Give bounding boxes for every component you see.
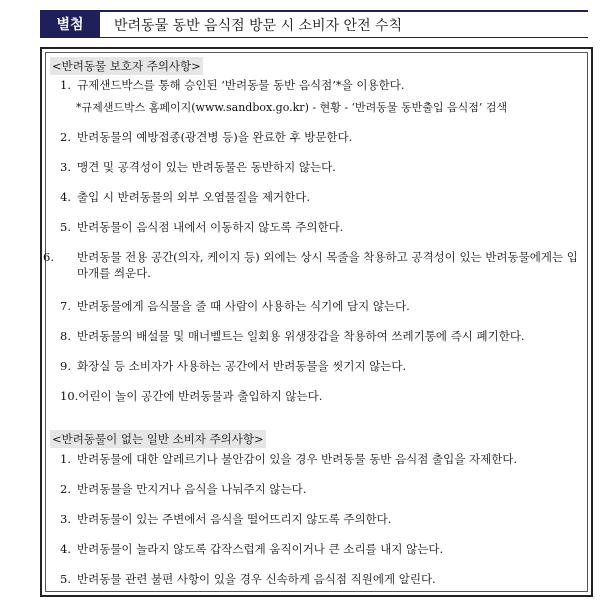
general-rule-2 <box>60 481 581 497</box>
section-title-owner: <반려동물 보호자 주의사항> <box>52 59 201 73</box>
rule-text: 반려동물의 예방접종(광견병 등)을 완료한 후 방문한다. <box>77 130 353 144</box>
owner-rule-6 <box>43 249 581 281</box>
general-rule-3 <box>60 511 581 527</box>
rule-text: 규제샌드박스를 통해 승인된 ‘반려동물 동반 음식점’*을 이용한다. <box>77 78 405 92</box>
owner-rule-4 <box>60 189 581 205</box>
rule-number: 4. <box>60 190 71 204</box>
page-title: 반려동물 동반 음식점 방문 시 소비자 안전 수칙 <box>100 10 588 38</box>
rule-text: 반려동물이 있는 주변에서 음식을 떨어뜨리지 않도록 주의한다. <box>77 512 392 526</box>
section-title-general: <반려동물이 없는 일반 소비자 주의사항> <box>52 432 264 446</box>
rule-number: 4. <box>60 542 71 556</box>
sandbox-note: *규제샌드박스 홈페이지(www.sandbox.go.kr) - 현황 - ‘반려동물 동반출입 음식점’ 검색 <box>76 101 508 114</box>
rule-number: 5. <box>60 572 71 586</box>
rule-number: 6. <box>43 250 54 264</box>
rules-box-inner <box>45 52 588 592</box>
rule-number: 9. <box>60 359 71 373</box>
rule-text: 반려동물 전용 공간(의자, 케이지 등) 외에는 상시 목줄을 착용하고 공격성이 있는 반려동물에게는 입마개를 씌운다. <box>77 250 578 280</box>
owner-rule-8 <box>60 328 581 344</box>
rule-text: 반려동물에게 음식물을 줄 때 사람이 사용하는 식기에 담지 않는다. <box>77 299 410 313</box>
rule-number: 2. <box>60 482 71 496</box>
general-rule-1 <box>60 451 581 467</box>
rule-number: 7. <box>60 299 71 313</box>
rule-text: 반려동물 관련 불편 사항이 있을 경우 신속하게 음식점 직원에게 알린다. <box>77 572 436 586</box>
rule-text: 반려동물에 대한 알레르기나 불안감이 있을 경우 반려동물 동반 음식점 출입을 자제한다. <box>77 452 518 466</box>
rule-number: 1. <box>60 452 71 466</box>
rules-box <box>40 47 593 597</box>
rule-text: 반려동물이 놀라지 않도록 갑작스럽게 움직이거나 큰 소리를 내지 않는다. <box>77 542 444 556</box>
rule-text: 맹견 및 공격성이 있는 반려동물은 동반하지 않는다. <box>77 160 336 174</box>
owner-rule-7 <box>60 298 581 314</box>
rule-number: 3. <box>60 512 71 526</box>
rule-text: 화장실 등 소비자가 사용하는 공간에서 반려동물을 씻기지 않는다. <box>77 359 407 373</box>
owner-rule-2 <box>60 129 581 145</box>
rule-number: 1. <box>60 78 71 92</box>
rule-text: 반려동물이 음식점 내에서 이동하지 않도록 주의한다. <box>77 220 344 234</box>
general-rule-4 <box>60 541 581 557</box>
header <box>40 10 588 38</box>
owner-rule-1 <box>60 77 581 93</box>
rule-text: 반려동물을 만지거나 음식을 나눠주지 않는다. <box>77 482 307 496</box>
owner-rule-3 <box>60 159 581 175</box>
attachment-tag: 별첨 <box>40 10 100 38</box>
rule-number: 10. <box>60 389 79 403</box>
rule-number: 3. <box>60 160 71 174</box>
owner-rule-10 <box>60 388 581 404</box>
rule-number: 8. <box>60 329 71 343</box>
rule-text: 어린이 놀이 공간에 반려동물과 출입하지 않는다. <box>78 389 323 403</box>
rule-text: 출입 시 반려동물의 외부 오염물질을 제거한다. <box>77 190 311 204</box>
rule-text: 반려동물의 배설물 및 매너벨트는 일회용 위생장갑을 착용하여 쓰레기통에 즉시 폐기한다. <box>77 329 525 343</box>
general-rule-5 <box>60 571 581 587</box>
rule-number: 5. <box>60 220 71 234</box>
owner-rule-9 <box>60 358 581 374</box>
rule-number: 2. <box>60 130 71 144</box>
owner-rule-5 <box>60 219 581 235</box>
